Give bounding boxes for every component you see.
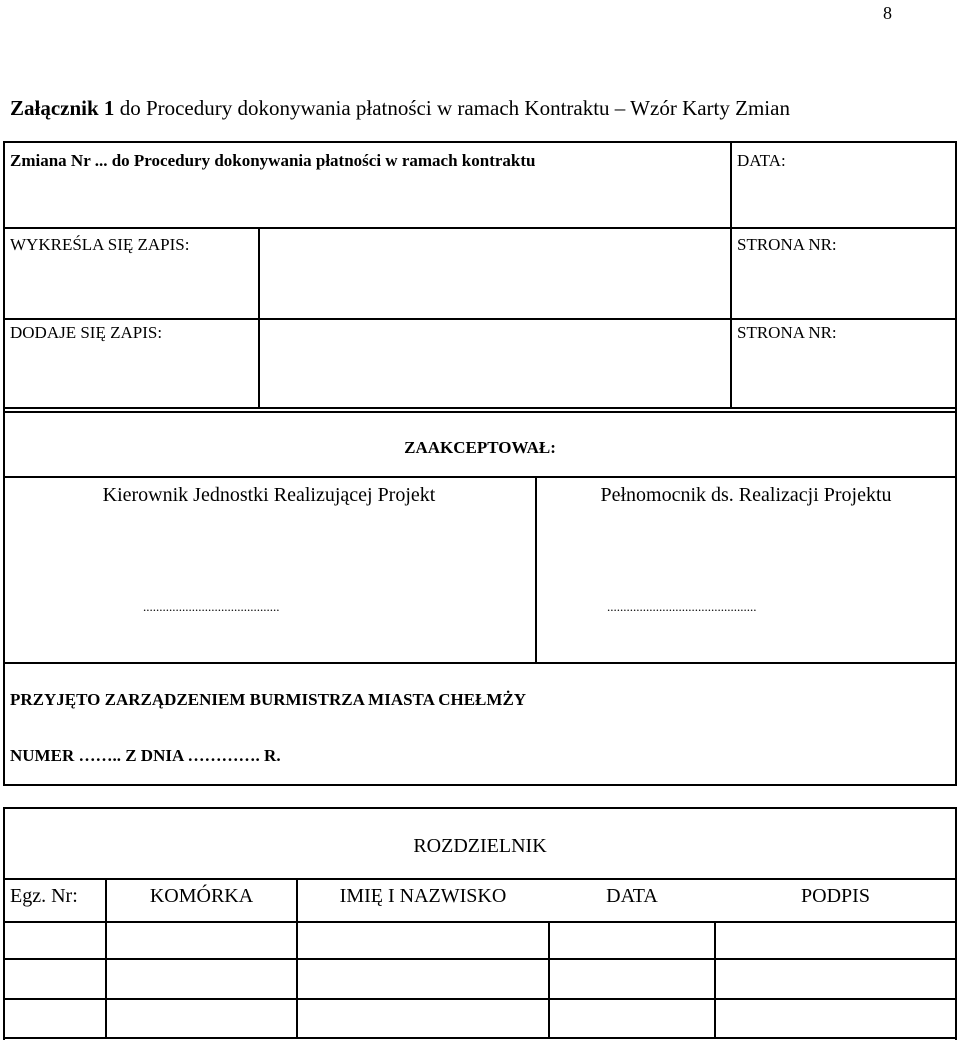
- table-row[interactable]: [5, 960, 955, 998]
- add-entry-field[interactable]: [262, 322, 728, 406]
- accepted-heading: ZAAKCEPTOWAŁ:: [404, 438, 556, 457]
- representative-signature-line[interactable]: ..............................................: [607, 599, 757, 614]
- table-row[interactable]: [5, 923, 955, 958]
- page-number: 8: [883, 3, 892, 23]
- column-header-department: KOMÓRKA: [149, 885, 254, 907]
- project-unit-manager-label: Kierownik Jednostki Realizującej Projekt: [102, 484, 436, 506]
- add-entry-label: DODAJE SIĘ ZAPIS:: [10, 323, 163, 342]
- table-row[interactable]: [5, 1000, 955, 1037]
- remove-entry-field[interactable]: [262, 231, 728, 316]
- title-rest: do Procedury dokonywania płatności w ramach Kontraktu – Wzór Karty Zmian: [114, 96, 790, 120]
- column-header-copy-number: Egz. Nr:: [10, 885, 78, 907]
- document-title: [10, 98, 790, 119]
- manager-signature-line[interactable]: ..........................................: [143, 599, 280, 614]
- title-bold: Załącznik 1: [10, 96, 115, 120]
- date-label: DATA:: [737, 151, 786, 170]
- column-header-name: IMIĘ I NAZWISKO: [339, 885, 507, 907]
- approval-statement: PRZYJĘTO ZARZĄDZENIEM BURMISTRZA MIASTA CHEŁMŻY: [10, 690, 527, 709]
- distribution-heading: ROZDZIELNIK: [413, 835, 547, 857]
- column-header-date: DATA: [606, 885, 658, 907]
- remove-entry-label: WYKREŚLA SIĘ ZAPIS:: [10, 235, 190, 254]
- approval-number-date: NUMER …….. Z DNIA …………. R.: [10, 746, 281, 765]
- column-header-signature: PODPIS: [801, 885, 870, 907]
- remove-page-label: STRONA NR:: [737, 235, 837, 254]
- change-number-label: Zmiana Nr ... do Procedury dokonywania płatności w ramach kontraktu: [10, 151, 536, 170]
- project-representative-label: Pełnomocnik ds. Realizacji Projektu: [600, 484, 892, 506]
- add-page-label: STRONA NR:: [737, 323, 837, 342]
